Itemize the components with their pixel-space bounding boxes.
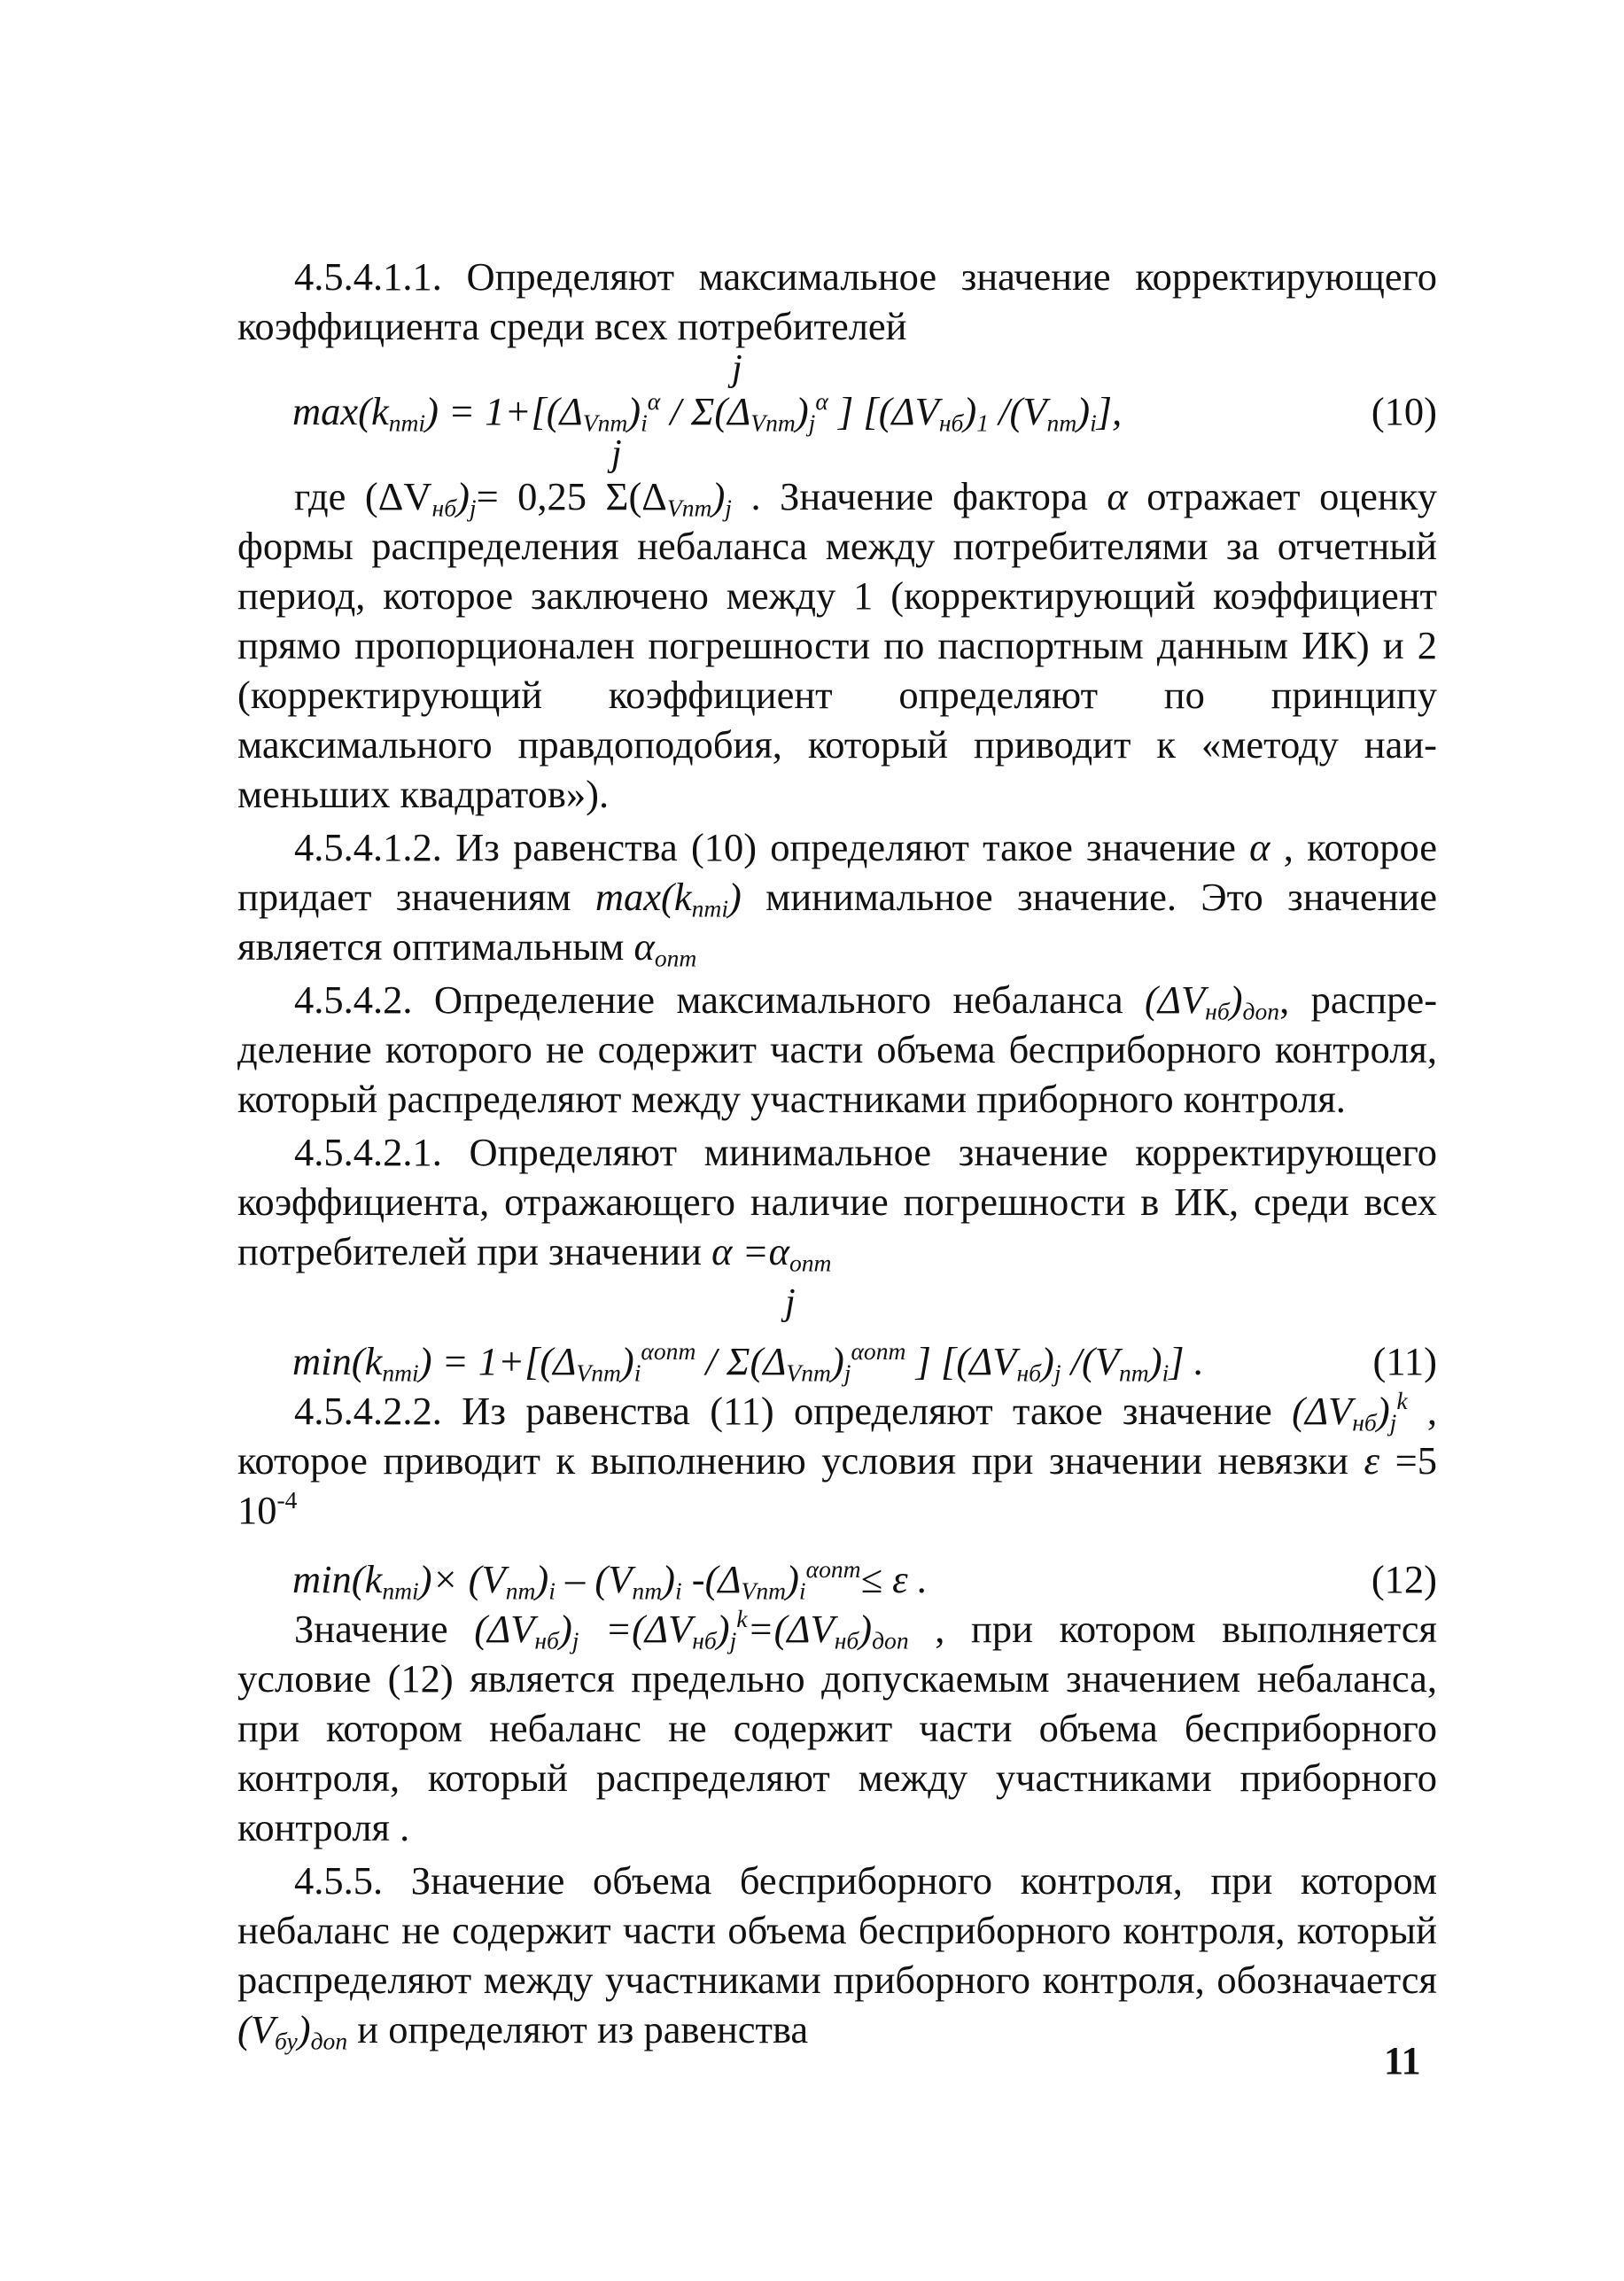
equation-number-12: (12) bbox=[1371, 1557, 1437, 1601]
equation-12-body: $\min(k_{nmi})\times (V_{nm})_i - (V_{nm})_i$ $-(\Delta_{Vnm})_i^{\alpha onm}\le \varepsilon$ . (12) bbox=[292, 1554, 1437, 1605]
text-column bbox=[237, 252, 1437, 2054]
paragraph-value-condition: Значение $(\Delta V_{нб})_j =(\Delta V_{нб})_j^k=(\Delta V_{нб})_{доп}$ , при котором выполняется условие (12) является предельно допускаемым значением небаланса, при котором небаланс не содержит части объема бесприборного контроля, который распределяют между участниками приборного контроля . bbox=[237, 1604, 1437, 1849]
equation-number-11: (11) bbox=[1372, 1339, 1437, 1383]
paragraph-4-5-4-1-1: 4.5.4.1.1. Определяют максимальное значение корректирующего коэффициента среди всех потребителей bbox=[237, 254, 1437, 348]
paragraph-4-5-4-1-2: 4.5.4.1.2. Из равенства (10) определяют такое значение α , которое придает значениям $\max(k_{nmi})$ минимальное значение. Это значение является оптимальным $\alpha_{onm}$ bbox=[237, 825, 1437, 972]
equation-12 bbox=[237, 1554, 1437, 1604]
paragraph-4-5-4-2-1: 4.5.4.2.1. Определяют минимальное значение корректирующего коэффициента, отражающего наличие погрешности в ИК, среди всех потребителей при значении $\alpha =\alpha_{onm}$ bbox=[237, 1130, 1437, 1277]
paragraph-where: где $(\Delta V_{нб})_j= 0,25$ $\Sigma(\Delta_{Vnm})_j$ . Значение фактора α отражает оценку формы распределения небаланса между потребителями за отчетный период, которое заключено между 1 (корректирующий коэффициент прямо пропорционален погрешности по паспортным данным ИК) и 2 (корректирующий коэффициент определяют по принципу максимального правдоподобия, который приводит к «методу наименьших квадратов»). bbox=[237, 474, 1437, 816]
sum-upper-index: j bbox=[785, 1282, 796, 1323]
equation-10-body: $\max(k_{nmi}) = 1+[(\Delta_{Vnm})_i^\alpha / \Sigma(\Delta_{Vnm})_j^\alpha$ ] [$(\Delta V_{нб})_1$ $/(V_{nm})_i$], (10) bbox=[292, 386, 1437, 437]
equation-10 bbox=[237, 348, 1437, 474]
sum-upper-index: j bbox=[732, 348, 742, 389]
page-number: 11 bbox=[1384, 2039, 1421, 2082]
equation-11 bbox=[237, 1276, 1437, 1386]
paragraph-4-5-5: 4.5.5. Значение объема бесприборного контроля, при котором небаланс не содержит части объема бесприборного контроля, который распределяют между участниками приборного контроля, обозначается $(V_{бу})_{доп}$ и определяют из равенства bbox=[237, 1858, 1437, 2055]
paragraph-4-5-4-2-2: 4.5.4.2.2. Из равенства (11) определяют такое значение $(\Delta V_{нб})_j^k$ , которое приводит к выполнению условия при значении невязки ε =5 $10^{-4}$ bbox=[237, 1386, 1437, 1532]
paragraph-4-5-4-2: 4.5.4.2. Определение максимального небаланса $(\Delta V_{нб})_{доп}$, распределение которого не содержит части объема бесприборного контроля, который распределяют между участниками приборного контроля. bbox=[237, 977, 1438, 1121]
sum-lower-index: j bbox=[611, 433, 622, 474]
equation-number-10: (10) bbox=[1371, 389, 1437, 433]
equation-11-body: $\min(k_{nmi}) = 1+[(\Delta_{Vnm})_i^{\alpha onm} / \Sigma(\Delta_{Vnm})_j^{\alpha onm}$ ] [$(\Delta V_{нб})_j$ $/(V_{nm})_i$] . (11) bbox=[292, 1336, 1437, 1387]
